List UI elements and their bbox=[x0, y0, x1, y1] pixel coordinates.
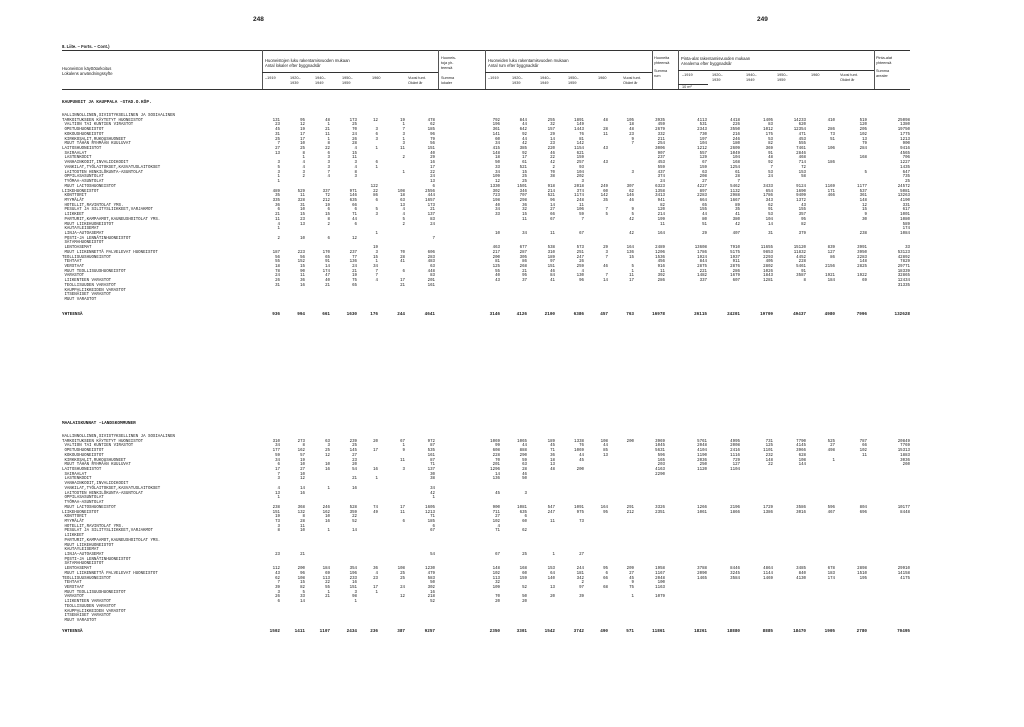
total-cell-1: 1502 bbox=[269, 629, 280, 634]
g1-year-1950: 1950– bbox=[342, 76, 353, 80]
g3-year-unknown-fi: Vuosi tunt. bbox=[623, 76, 641, 80]
g5-year-1940: 1940– bbox=[746, 73, 757, 77]
g3-year-1920: 1920– bbox=[512, 76, 523, 80]
data-column-18: 7790 4145 3966 628 108 144 3586 3016 3485 840 4130 bbox=[796, 439, 806, 581]
data-column-9: 1065 44 888 290 59 63 28 46 50 3 1081 635 6 60 62 25 168 60 159 52 50 20 bbox=[517, 439, 527, 605]
g1-sum-sub: lokaler bbox=[441, 81, 453, 85]
data-column-14: 3935 459 2679 332 211 254 3006 907 237 453 559 437 374 24 6323 1358 3413 941 82 120 214 199 11 164 2489 1206 1536 456 916 11 392 286 bbox=[655, 118, 665, 284]
g5-year-1939: 1939 bbox=[712, 78, 721, 82]
total-cell-19: 1905 bbox=[824, 629, 835, 634]
g3-year-unknown-sv: Okänt år bbox=[623, 81, 638, 85]
total-cell-5: 236 bbox=[370, 629, 378, 634]
data-column-9: 844 44 642 92 44 42 385 92 17 61 521 15 25 25 1501 346 707 298 36 32 15 11 34 677 287 305 86 268 21 95 37 bbox=[517, 118, 527, 284]
data-column-1: 310 34 177 59 34 6 17 7 3 4 13 1 238 151 19 73 3 8 23 112 43 62 7 39 3 26 6 bbox=[272, 439, 280, 605]
g5-year-1919: –1919 bbox=[682, 73, 693, 77]
data-column-11: 1338 76 1069 44 45 200 1091 975 73 27 244 181 342 2 97 39 bbox=[574, 439, 584, 600]
group4-line1: Huoneita bbox=[654, 56, 670, 60]
table-label: 8. Liite. – Forts. – Cont.) bbox=[62, 44, 110, 49]
g1-year-1959: 1959 bbox=[342, 81, 351, 85]
g5-year-1920: 1920– bbox=[712, 73, 723, 77]
g4-sum-label: Summa bbox=[654, 69, 668, 73]
page-number-right: 249 bbox=[757, 16, 768, 23]
data-column-8: 792 196 361 141 60 34 415 148 18 50 33 34 109 12 1330 302 723 198 40 34 33 10 463 217 200 81 125 55 40 43 bbox=[490, 118, 500, 284]
total-cell-13: 763 bbox=[626, 312, 634, 317]
group2-line3: teensä bbox=[441, 66, 453, 70]
g5-year-1959: 1959 bbox=[777, 78, 786, 82]
g6-sum-sub: arealer bbox=[876, 74, 888, 78]
total-cell-13: 571 bbox=[626, 629, 634, 634]
g1-year-unknown-fi: Vuosi tunt. bbox=[408, 76, 426, 80]
data-column-1: 131 23 45 31 25 7 27 13 3 5 3 1 1 489 35 335 36 6 21 11 4 1 2 187 56 55 18 78 24 26 31 bbox=[272, 118, 280, 288]
data-column-16: 4418 226 3550 216 246 180 2609 1049 104 168 1254 61 28 7 5462 1132 2988 1667 89 35 41 380 42 407 7910 5175 1937 911 2876 286 1679 607 bbox=[730, 118, 740, 284]
data-column-17: 731 125 1101 232 148 22 1729 1386 4864 1144 1469 bbox=[763, 439, 773, 581]
data-column-16: 4995 2008 2416 1116 729 127 1104 2196 1866 8446 3245 3584 bbox=[730, 439, 740, 581]
row-labels: HALLINNOLLINEN,SIVISTYKSELLINEN JA SOSIAALINEN TARKOITUKSEEN KÄYTETYT HUONEISTOT VALTION TAI KUNTIEN VIRASTOT OPETUSHUONEISTOT KOKOUSHUONEISTOT KIRKKOSALIT,RUKOUSHUONEET MUUT TÄHÄN RYHMÄÄN KUULUVAT LAITOSHUONEISTOT SAIRAALAT LASTENKODIT VANHAINKODIT,INVALIDIKODIT VANKILAT,TYÖLAITOKSET,KASVATUSLAITOKSET LAITOSTEN HENKILÖKUNTA–ASUNTOLAT OPPILASASUNTOLAT TYÖMAA–ASUNTOLAT MUUT LAITOSHUONEISTOT LIIKEHUONEISTOT KONTTORIT MYYMÄLÄT HOTELLIT,RAVINTOLAT YMS. PESULAT JA SILITYSLIIKKEET,VARJAKMOT LIIKKEET PARTURIT,KAMPAAMOT,KAUNEUSHOITOLAT YMS. MUUT LIIKEHUONEISTOT KAUTAYLEISEMAT LINJA–AUTOASEMAT POSTI–JA LENNÄTINHUONEISTOT SÄTAMAHUONEISTOT LENTOASEMAT MUUT LIIKENNETTÄ PALVELEVAT HUONEISTOT TEOLLISUUSHUONEISTOT TEHTAAT VERSTAAT MUUT TEOLLISUUSHUONEISTOT VARASTOT LIIKENTEEN VARASTOT TEOLLISUUDEN VARASTOT KAUPPALIIKKEIDEN VARASTOT ITSENÄISET VARASTOT MUUT VARASTOT bbox=[62, 114, 176, 303]
data-column-19: 410 286 73 51 106 186 1169 171 466 839 127 86 2156 1921 184 bbox=[825, 118, 835, 284]
total-cell-21: 132628 bbox=[894, 312, 910, 317]
data-column-7: 478 62 185 96 79 56 151 40 29 16 17 22 24 13 6 2556 444 1657 173 21 137 83 24 7 606 283 483 63 448 83 201 161 bbox=[425, 118, 435, 288]
total-cell-1: 936 bbox=[272, 312, 280, 317]
total-cell-11: 6386 bbox=[573, 312, 584, 317]
total-cell-21: 70495 bbox=[897, 629, 910, 634]
total-cell-12: 490 bbox=[600, 629, 608, 634]
total-cell-7: 9257 bbox=[424, 629, 435, 634]
g3-year-1959: 1959 bbox=[568, 81, 577, 85]
g5-year-1950: 1950– bbox=[777, 73, 788, 77]
data-column-3: 48 1 21 11 1 8 22 6 3 3 3 7 4 337 72 212 19 6 15 8 2 6 170 65 91 14 174 47 40 21 bbox=[322, 118, 330, 288]
total-cell-8: 2350 bbox=[489, 629, 500, 634]
total-cell-6: 387 bbox=[397, 629, 405, 634]
total-cell-11: 3742 bbox=[573, 629, 584, 634]
total-cell-3: 1107 bbox=[319, 629, 330, 634]
g5-year-1949: 1949 bbox=[746, 78, 755, 82]
group2-line1: Huoneis- bbox=[441, 56, 457, 60]
g3-year-1939: 1939 bbox=[512, 81, 521, 85]
total-cell-9: 3301 bbox=[516, 629, 527, 634]
unit-label: 10 m² bbox=[682, 85, 692, 89]
row-header-fi: Huoneiston käyttötarkoitus bbox=[62, 66, 112, 71]
data-column-4: 239 25 145 27 23 20 54 21 16 528 359 22 52 14 354 196 233 16 151 3 98 1 bbox=[349, 439, 357, 605]
g4-sum-sub: rum bbox=[654, 74, 661, 78]
group6-line1: Pinta-alat bbox=[876, 56, 893, 60]
data-column-20: 787 66 102 11 804 696 2898 1510 195 bbox=[857, 439, 867, 581]
data-column-2: 95 12 19 17 17 10 25 8 1 4 4 3 2 529 11 328 31 10 15 23 13 10 223 56 152 15 90 11 36 16 bbox=[297, 118, 305, 288]
data-column-13: 105 18 48 23 9 7 3 307 62 146 46 9 5 42 42 164 136 15 5 1 11 17 bbox=[626, 118, 634, 284]
total-cell-18: 18470 bbox=[793, 629, 806, 634]
g1-sum-label: Summa bbox=[441, 76, 455, 80]
data-column-6: 19 1 7 3 1 3 11 2 1 108 18 63 13 4 4 5 2 70 28 41 6 17 21 bbox=[397, 118, 405, 288]
data-column-17: 1405 83 1012 175 53 82 369 91 48 92 7 53 24 3433 654 1786 343 62 91 53 104 14 31 11655 9853 2293 405 2802 1026 1843 1281 bbox=[760, 118, 773, 284]
group5-title-sv: Arealerna efter byggnadsår bbox=[681, 61, 732, 66]
total-cell-16: 24201 bbox=[727, 312, 740, 317]
group1-title-fi: Huoneistojen luku rakentamisvuoden mukaan bbox=[265, 58, 350, 63]
data-column-21: 20849 7769 15313 1883 3036 260 10177 8448 29910 14158 4175 bbox=[897, 439, 910, 581]
group3-title-sv: Antal rum efter byggnadsår bbox=[488, 63, 539, 68]
data-column-11: 1891 149 1443 76 81 142 1154 621 159 257 93 104 202 3 2018 374 1174 248 11 106 59 7 67 573 251 247 26 259 4 130 96 bbox=[574, 118, 584, 284]
data-column-6: 67 1 9 11 3 17 11 6 108 25 25 24 12 bbox=[397, 439, 405, 600]
data-column-20: 519 120 205 102 13 79 284 168 5 1177 537 361 148 12 15 9 30 238 3991 3950 2283 148 2825 1922 69 bbox=[857, 118, 867, 284]
total-cell-9: 4126 bbox=[516, 312, 527, 317]
data-column-14: 3969 1045 5631 596 165 203 4163 2290 3326 2351 1958 1167 2048 100 1163 1079 bbox=[655, 439, 665, 600]
section-title: KAUPUNGIT JA KAUPPALA –STAD.O.KÖP. bbox=[62, 100, 152, 105]
g6-sum-label: Summa bbox=[876, 69, 890, 73]
data-column-15: 5761 2048 4104 1190 2036 250 1120 1266 1061 3788 2090 1465 bbox=[697, 439, 707, 581]
total-cell-4: 2434 bbox=[346, 629, 357, 634]
group3-title-fi: Huoneiden luku rakentamisvuoden mukaan bbox=[488, 58, 569, 63]
page-number-left: 248 bbox=[253, 16, 264, 23]
total-cell-17: 19709 bbox=[760, 312, 773, 317]
g3-year-1950: 1950– bbox=[568, 76, 579, 80]
g5-year-1960: 1960 bbox=[811, 73, 820, 77]
total-cell-12: 457 bbox=[600, 312, 608, 317]
data-column-10: 189 45 71 36 18 13 48 547 247 11 1 153 64 140 13 20 bbox=[547, 439, 555, 600]
data-column-12: 48 28 11 43 43 249 60 142 35 7 5 29 3 7 46 7 14 bbox=[600, 118, 608, 284]
group1-title-sv: Antal lokaler efter byggnadsår bbox=[265, 63, 321, 68]
data-column-10: 255 32 157 29 14 23 220 46 22 42 2 70 38 918 214 521 96 14 27 66 67 11 538 310 189 97 151 46 84 41 bbox=[547, 118, 555, 284]
g3-year-1949: 1949 bbox=[540, 81, 549, 85]
total-cell-7: 4641 bbox=[424, 312, 435, 317]
g1-year-unknown-sv: Okänt år bbox=[408, 81, 423, 85]
total-cell-20: 7996 bbox=[856, 312, 867, 317]
section-title: MAALAISKUNNAT –LANDSKOMMUNER bbox=[62, 421, 136, 426]
g1-year-1920: 1920– bbox=[290, 76, 301, 80]
total-cell-17: 8885 bbox=[762, 629, 773, 634]
total-cell-16: 18880 bbox=[727, 629, 740, 634]
g5-year-unknown-fi: Vuosi tunt. bbox=[840, 73, 858, 77]
total-label: YHTEENSÄ bbox=[62, 312, 83, 317]
total-cell-15: 26115 bbox=[694, 312, 707, 317]
g1-year-1939: 1939 bbox=[290, 81, 299, 85]
group5-title-fi: Pinta-alat rakentamisvuoden mukaan bbox=[681, 56, 751, 61]
g1-year-1960: 1960 bbox=[372, 76, 381, 80]
data-column-19: 525 27 498 1 596 467 678 183 174 bbox=[827, 439, 835, 581]
total-cell-5: 176 bbox=[370, 312, 378, 317]
data-column-2: 273 8 162 57 19 10 27 10 12 14 16 368 132 8 28 11 10 21 200 96 108 15 82 5 33 14 bbox=[297, 439, 305, 605]
g1-year-1949: 1949 bbox=[315, 81, 324, 85]
group4-line2: yhteensä bbox=[654, 61, 670, 65]
total-cell-8: 3146 bbox=[489, 312, 500, 317]
data-column-15: 4113 531 2343 730 197 104 1212 557 129 67 159 63 208 27 4227 897 2283 664 65 155 44 80 51 29 13608 1786 1924 844 2875 221 1482 337 bbox=[694, 118, 707, 284]
data-column-5: 12 3 6 3 1 6 1 122 22 86 6 5 3 1 19 3 15 1 34 7 7 4 bbox=[370, 118, 378, 284]
g3-year-1960: 1960 bbox=[598, 76, 607, 80]
g3-year-1919: –1919 bbox=[488, 76, 499, 80]
total-cell-14: 16978 bbox=[652, 312, 665, 317]
g1-year-1940: 1940– bbox=[315, 76, 326, 80]
total-cell-2: 1411 bbox=[294, 629, 305, 634]
data-column-8: 1069 99 608 228 70 201 1296 14 136 45 900 711 27 102 4 71 67 148 102 113 32 109 70 20 bbox=[490, 439, 500, 605]
total-cell-19: 4980 bbox=[824, 312, 835, 317]
total-cell-18: 49437 bbox=[793, 312, 806, 317]
row-labels: HALLINNOLLINEN,SIVISTYKSELLINEN JA SOSIAALINEN TARKOITUKSEEN KÄYTETYT HUONEISTOT VALTION TAI KUNTIEN VIRASTOT OPETUSHUONEISTOT KOKOUSHUONEISTOT KIRKKOSALIT,RUKOUSHUONEET MUUT TÄHÄN RYHMÄÄN KUULUVAT LAITOSHUONEISTOT SAIRAALAT LASTENKODIT VANHAINKODIT,INVALIDIKODIT VANKILAT,TYÖLAITOKSET,KASVATUSLAITOKSET LAITOSTEN HENKILÖKUNTA–ASUNTOLAT OPPILASASUNTOLAT TYÖMAA–ASUNTOLAT MUUT LAITOSHUONEISTOT LIIKEHUONEISTOT KONTTORIT MYYMÄLÄT HOTELLIT,RAVINTOLAT YMS. PESULAT JA SILITYSLIIKKEET,VARJAKMOT LIIKKEET PARTURIT,KAMPAAMOT,KAUNEUSHOITOLAT YMS. MUUT LIIKEHUONEISTOT KAUTAYLEISEMAT LINJA–AUTOASEMAT POSTI–JA LENNÄTINHUONEISTOT SÄTAMAHUONEISTOT LENTOASEMAT MUUT LIIKENNETTÄ PALVELEVAT HUONEISTOT TEOLLISUUSHUONEISTOT TEHTAAT VERSTAAT MUUT TEOLLISUUSHUONEISTOT VARASTOT LIIKENTEEN VARASTOT TEOLLISUUDEN VARASTOT KAUPPALIIKKEIDEN VARASTOT ITSENÄISET VARASTOT MUUT VARASTOT bbox=[62, 435, 176, 624]
data-column-21: 25098 1380 19750 1775 1213 900 9416 4565 706 1227 1435 647 735 25 24572 5081 13263 4190 331 617 1001 1080 589 174 1084 33 53123 42892 7829 29771 18339 32865 12434 31335 bbox=[897, 118, 910, 288]
row-header-sv: Lokalens användningssyfte bbox=[62, 71, 113, 76]
data-column-13: 200 291 212 209 27 45 9 75 1 bbox=[626, 439, 634, 600]
total-cell-15: 18261 bbox=[694, 629, 707, 634]
g3-year-1940: 1940– bbox=[540, 76, 551, 80]
total-cell-4: 1630 bbox=[346, 312, 357, 317]
data-column-18: 14233 620 12354 471 453 555 7461 2846 468 714 72 153 58 9124 1690 9409 1372 43 155 357 95 82 379 15120 11832 4452 228 5461 91 3587 8 bbox=[793, 118, 806, 284]
data-column-5: 20 17 16 1 74 49 36 4 23 17 1 bbox=[373, 439, 378, 595]
g5-year-unknown-sv: Okänt år bbox=[840, 78, 855, 82]
total-cell-6: 244 bbox=[397, 312, 405, 317]
data-column-7: 972 87 535 161 87 71 137 30 38 34 42 1 1605 1213 71 185 6 67 54 1230 479 583 50 302 16 218 52 bbox=[425, 439, 435, 605]
group2-line2: toja yh- bbox=[441, 61, 454, 65]
total-cell-3: 661 bbox=[322, 312, 330, 317]
total-label: YHTEENSÄ bbox=[62, 629, 83, 634]
total-cell-20: 2780 bbox=[856, 629, 867, 634]
group6-line2: yhteensä bbox=[876, 61, 892, 65]
g1-year-1919: –1919 bbox=[265, 76, 276, 80]
data-column-4: 173 25 70 24 26 28 4 15 11 3 4 8 3 971 146 635 66 6 71 44 6 12 237 77 136 24 21 19 75 65 bbox=[349, 118, 357, 288]
data-column-12: 108 44 85 13 164 95 95 6 66 68 bbox=[600, 439, 608, 590]
total-cell-10: 1542 bbox=[544, 629, 555, 634]
total-cell-10: 2100 bbox=[544, 312, 555, 317]
data-column-3: 63 3 25 12 10 16 1 246 162 10 16 1 184 69 113 22 55 1 21 bbox=[322, 439, 330, 600]
total-cell-14: 11861 bbox=[652, 629, 665, 634]
total-cell-2: 994 bbox=[297, 312, 305, 317]
